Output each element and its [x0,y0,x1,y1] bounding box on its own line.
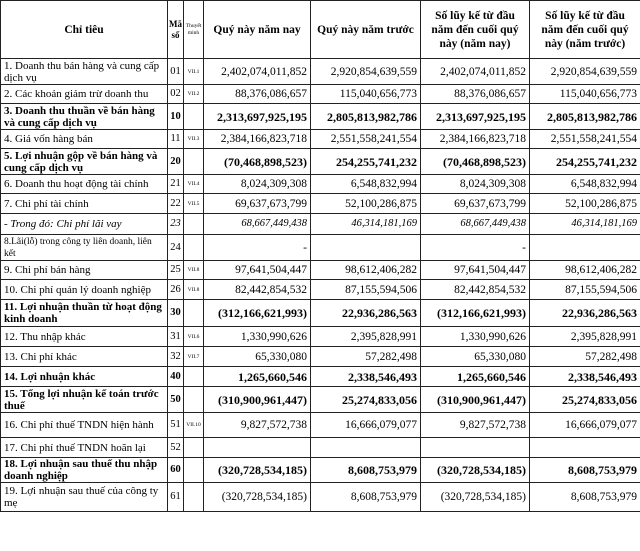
ytd-prior-value: 16,666,079,077 [530,413,640,438]
prior-quarter-value: 2,920,854,639,559 [311,59,421,85]
row-label: 7. Chi phí tài chính [1,194,168,214]
ytd-current-value: - [421,235,530,261]
current-quarter-value: 1,265,660,546 [204,367,311,387]
ytd-current-value: (320,728,534,185) [421,458,530,483]
table-row [1,367,640,387]
prior-quarter-value: 16,666,079,077 [311,413,421,438]
table-row [1,483,640,512]
table-row [1,438,640,458]
ytd-current-value: 69,637,673,799 [421,194,530,214]
row-code: 11 [168,130,184,149]
row-label: 12. Thu nhập khác [1,327,168,347]
prior-quarter-value: 8,608,753,979 [311,483,421,512]
ytd-prior-value [530,235,640,261]
ytd-current-value: 82,442,854,532 [421,280,530,300]
statement-body [1,59,640,512]
prior-quarter-value: 98,612,406,282 [311,261,421,280]
table-row [1,214,640,235]
current-quarter-value: (312,166,621,993) [204,300,311,327]
current-quarter-value: 2,313,697,925,195 [204,104,311,130]
row-label: 5. Lợi nhuận gộp về bán hàng và cung cấp dịch vụ [1,149,168,175]
prior-quarter-value: 8,608,753,979 [311,458,421,483]
current-quarter-value: 97,641,504,447 [204,261,311,280]
header-row [1,1,640,59]
row-code: 26 [168,280,184,300]
ytd-prior-value: 98,612,406,282 [530,261,640,280]
prior-quarter-value: 25,274,833,056 [311,387,421,413]
ytd-prior-value: 25,274,833,056 [530,387,640,413]
current-quarter-value [204,438,311,458]
ytd-current-value: 8,024,309,308 [421,175,530,194]
row-code: 31 [168,327,184,347]
row-note [184,387,204,413]
row-note [184,300,204,327]
ytd-current-value: 1,330,990,626 [421,327,530,347]
prior-quarter-value: 46,314,181,169 [311,214,421,235]
prior-quarter-value: 115,040,656,773 [311,85,421,104]
ytd-prior-value: 8,608,753,979 [530,483,640,512]
row-note [184,235,204,261]
row-label: 17. Chi phí thuế TNDN hoãn lại [1,438,168,458]
header-indicator: Chỉ tiêu [1,1,168,59]
ytd-current-value: 2,384,166,823,718 [421,130,530,149]
ytd-current-value: (320,728,534,185) [421,483,530,512]
ytd-prior-value: 6,548,832,994 [530,175,640,194]
row-label: 16. Chi phí thuế TNDN hiện hành [1,413,168,438]
row-code: 10 [168,104,184,130]
prior-quarter-value [311,235,421,261]
row-label: 1. Doanh thu bán hàng và cung cấp dịch vụ [1,59,168,85]
row-note [184,458,204,483]
ytd-prior-value: 254,255,741,232 [530,149,640,175]
row-label: 6. Doanh thu hoạt động tài chính [1,175,168,194]
table-row [1,194,640,214]
table-row [1,387,640,413]
row-code: 50 [168,387,184,413]
row-label: - Trong đó: Chi phí lãi vay [1,214,168,235]
row-note: VII.2 [184,85,204,104]
current-quarter-value: 2,384,166,823,718 [204,130,311,149]
prior-quarter-value: 52,100,286,875 [311,194,421,214]
row-label: 9. Chi phí bán hàng [1,261,168,280]
ytd-current-value: (310,900,961,447) [421,387,530,413]
ytd-current-value: 2,402,074,011,852 [421,59,530,85]
row-label: 4. Giá vốn hàng bán [1,130,168,149]
ytd-current-value: 68,667,449,438 [421,214,530,235]
row-code: 20 [168,149,184,175]
table-row [1,104,640,130]
current-quarter-value: (320,728,534,185) [204,483,311,512]
row-code: 22 [168,194,184,214]
ytd-prior-value: 2,395,828,991 [530,327,640,347]
prior-quarter-value: 2,805,813,982,786 [311,104,421,130]
header-ytd-current: Số lũy kế từ đầu năm đến cuối quý này (năm nay) [421,1,530,59]
row-code: 23 [168,214,184,235]
row-label: 13. Chi phí khác [1,347,168,367]
ytd-prior-value: 2,338,546,493 [530,367,640,387]
table-row [1,149,640,175]
ytd-current-value: 2,313,697,925,195 [421,104,530,130]
prior-quarter-value: 87,155,594,506 [311,280,421,300]
ytd-current-value [421,438,530,458]
row-code: 25 [168,261,184,280]
table-row [1,235,640,261]
row-note: VII.4 [184,175,204,194]
prior-quarter-value: 254,255,741,232 [311,149,421,175]
row-label: 18. Lợi nhuận sau thuế thu nhập doanh nghiệp [1,458,168,483]
current-quarter-value: (320,728,534,185) [204,458,311,483]
table-row [1,458,640,483]
ytd-prior-value [530,438,640,458]
row-label: 11. Lợi nhuận thuần từ hoạt động kinh doanh [1,300,168,327]
row-code: 01 [168,59,184,85]
table-row [1,85,640,104]
row-code: 40 [168,367,184,387]
ytd-prior-value: 87,155,594,506 [530,280,640,300]
prior-quarter-value: 2,395,828,991 [311,327,421,347]
current-quarter-value: 2,402,074,011,852 [204,59,311,85]
prior-quarter-value [311,438,421,458]
row-note: VII.1 [184,59,204,85]
row-code: 30 [168,300,184,327]
header-code: Mã số [168,1,184,59]
row-note [184,438,204,458]
row-label: 2. Các khoản giảm trừ doanh thu [1,85,168,104]
ytd-prior-value: 57,282,498 [530,347,640,367]
header-prior-quarter: Quý này năm trước [311,1,421,59]
row-note: VII.7 [184,347,204,367]
ytd-prior-value: 8,608,753,979 [530,458,640,483]
row-code: 61 [168,483,184,512]
current-quarter-value: 88,376,086,657 [204,85,311,104]
row-label: 19. Lợi nhuận sau thuế của công ty mẹ [1,483,168,512]
ytd-current-value: 65,330,080 [421,347,530,367]
ytd-prior-value: 46,314,181,169 [530,214,640,235]
prior-quarter-value: 2,551,558,241,554 [311,130,421,149]
row-note: VII.3 [184,130,204,149]
prior-quarter-value: 57,282,498 [311,347,421,367]
row-note: VII.8 [184,261,204,280]
row-note [184,483,204,512]
table-row [1,261,640,280]
ytd-current-value: 88,376,086,657 [421,85,530,104]
row-code: 32 [168,347,184,367]
ytd-prior-value: 2,551,558,241,554 [530,130,640,149]
header-note: Thuyết minh [184,1,204,59]
current-quarter-value: 68,667,449,438 [204,214,311,235]
current-quarter-value: (310,900,961,447) [204,387,311,413]
row-code: 51 [168,413,184,438]
ytd-current-value: 1,265,660,546 [421,367,530,387]
prior-quarter-value: 6,548,832,994 [311,175,421,194]
table-row [1,327,640,347]
current-quarter-value: - [204,235,311,261]
ytd-current-value: (312,166,621,993) [421,300,530,327]
current-quarter-value: 9,827,572,738 [204,413,311,438]
row-note: VII.10 [184,413,204,438]
row-label: 8.Lãi(lỗ) trong công ty liên doanh, liên kết [1,235,168,261]
ytd-current-value: 9,827,572,738 [421,413,530,438]
table-row [1,413,640,438]
row-label: 3. Doanh thu thuần về bán hàng và cung cấp dịch vụ [1,104,168,130]
header-ytd-prior: Số lũy kế từ đầu năm đến cuối quý này (năm trước) [530,1,640,59]
ytd-prior-value: 52,100,286,875 [530,194,640,214]
current-quarter-value: 69,637,673,799 [204,194,311,214]
row-label: 15. Tổng lợi nhuận kế toán trước thuế [1,387,168,413]
ytd-prior-value: 22,936,286,563 [530,300,640,327]
table-row [1,300,640,327]
row-label: 14. Lợi nhuận khác [1,367,168,387]
table-row [1,130,640,149]
table-row [1,59,640,85]
row-note: VII.8 [184,280,204,300]
row-note [184,214,204,235]
row-code: 02 [168,85,184,104]
row-code: 24 [168,235,184,261]
table-row [1,280,640,300]
ytd-prior-value: 2,805,813,982,786 [530,104,640,130]
ytd-prior-value: 2,920,854,639,559 [530,59,640,85]
row-label: 10. Chi phí quản lý doanh nghiệp [1,280,168,300]
row-note [184,104,204,130]
table-row [1,347,640,367]
row-code: 60 [168,458,184,483]
current-quarter-value: 8,024,309,308 [204,175,311,194]
row-code: 21 [168,175,184,194]
row-note [184,149,204,175]
row-note: VII.5 [184,194,204,214]
current-quarter-value: 82,442,854,532 [204,280,311,300]
prior-quarter-value: 2,338,546,493 [311,367,421,387]
ytd-current-value: (70,468,898,523) [421,149,530,175]
header-current-quarter: Quý này năm nay [204,1,311,59]
current-quarter-value: 65,330,080 [204,347,311,367]
ytd-current-value: 97,641,504,447 [421,261,530,280]
table-row [1,175,640,194]
ytd-prior-value: 115,040,656,773 [530,85,640,104]
current-quarter-value: (70,468,898,523) [204,149,311,175]
row-note [184,367,204,387]
row-code: 52 [168,438,184,458]
prior-quarter-value: 22,936,286,563 [311,300,421,327]
row-note: VII.6 [184,327,204,347]
current-quarter-value: 1,330,990,626 [204,327,311,347]
